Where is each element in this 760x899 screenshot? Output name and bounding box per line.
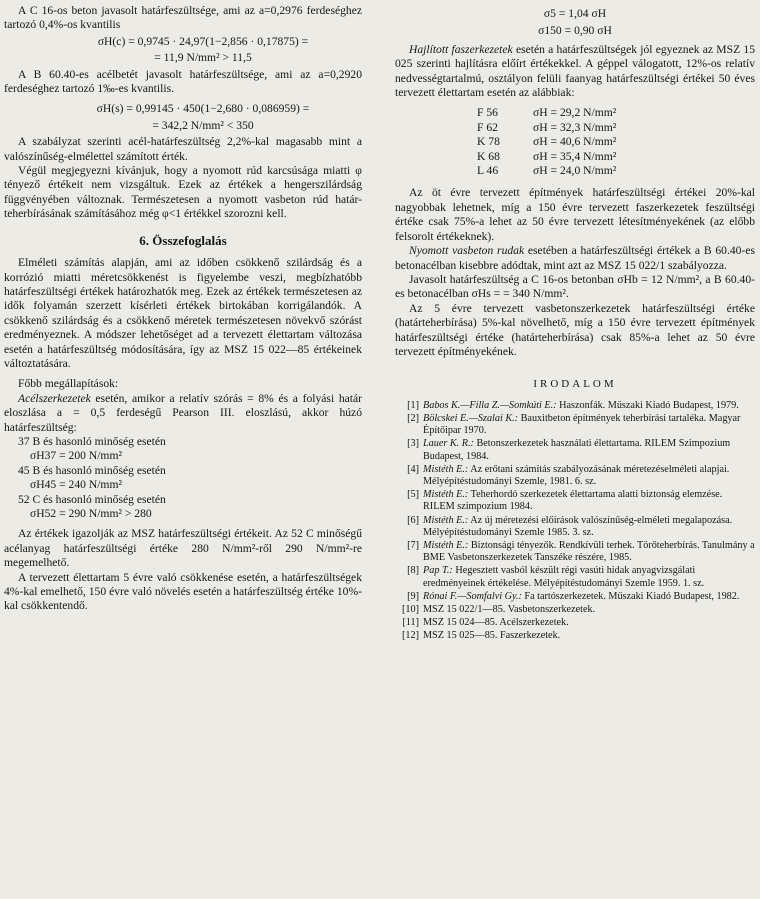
list-value: σH45 = 240 N/mm² <box>30 478 122 492</box>
table-row <box>477 106 755 120</box>
reference-item <box>395 515 755 539</box>
grade-cell: F 56 <box>477 106 498 120</box>
paragraph: Elméleti számítás alapján, ami az időben csökkenő szilárdság és a korrózió miatti méretcsökkenést is figyelembe veszi, megbízhatóbb határfeszültségi értékek határozhatók meg. Ezek az értékek természetesen az idők folyamán szerzett kísérleti értékek birtokában korrigálandók. A csökkenő szilárdság és a csökkenő méretek természetesen növekvő szórást eredményeznek. A módszer lehetőséget ad a tervezett élettartam változása esetén a határfeszültség módosítására, így az MSZ 15 022—85 értékeinek változtatására. <box>4 256 362 370</box>
references-list <box>395 400 755 643</box>
grade-cell: L 46 <box>477 164 499 178</box>
reference-title: Fa tartószerkezetek. Műszaki Kiadó Budapest, 1982. <box>521 590 740 602</box>
reference-text <box>423 489 755 513</box>
reference-item <box>395 489 755 513</box>
reference-text <box>423 604 755 616</box>
reference-author: Mistéth E.: <box>423 539 469 551</box>
reference-author: Rónai F.—Somfalvi Gy.: <box>423 590 522 602</box>
reference-item <box>395 591 755 603</box>
right-column <box>395 4 755 644</box>
reference-title: Biztonsági tényezők. Rendkívüli terhek. Törőteherbírás. Tanulmány a BME Vasbetonszerkezetek Tanszéke részére, 1985. <box>423 539 755 564</box>
reference-number: [5] <box>407 489 419 501</box>
list-value: σH52 = 290 N/mm² > 280 <box>30 507 152 520</box>
reference-item <box>395 540 755 564</box>
reference-number: [4] <box>407 463 419 475</box>
paragraph-text: esetén a határfeszültségek jól egyeznek az MSZ 15 025 szerinti hajlításra előírt értékekkel. A géppel válogatott, 12%-os relatív nedvességtartalmú, osztályon felüli faanyag határfeszültségi értékei 50 éves tervezett élettartam esetén az alábbiak: <box>395 42 755 100</box>
emphasis: Hajlított faszerkezetek <box>409 42 513 56</box>
paragraph: Végül megjegyezni kívánjuk, hogy a nyomott rúd karcsúsága miatti φ tényező értékeit nem vizsgáltuk. Ezek az értékek a hengerszilárdság függvényében változnak. Természetesen a nyomott vasbeton rúd határ-teherbírásának számításához még φ<1 értékkel szorozni kell. <box>4 164 362 221</box>
value-cell: σH = 29,2 N/mm² <box>533 106 617 120</box>
reference-number: [11] <box>402 617 419 629</box>
emphasis: Acélszerkezetek <box>18 391 91 405</box>
reference-author: Mistéth E.: <box>423 489 469 501</box>
grade-cell: F 62 <box>477 120 498 134</box>
reference-title: MSZ 15 022/1—85. Vasbetonszerkezetek. <box>423 604 596 615</box>
reference-number: [2] <box>407 412 419 424</box>
reference-author: Bölcskei E.—Szalai K.: <box>423 412 519 424</box>
references-heading: IRODALOM <box>533 378 617 391</box>
paragraph: A B 60.40-es acélbetét javasolt határfeszültsége, ami az a=0,2920 ferdeséghez tartozó 1‰-es kvantilis. <box>4 67 362 96</box>
paragraph: Javasolt határfeszültség a C 16-os betonban σHb = 12 N/mm², a B 60.40-es betonacélban σHs = = 340 N/mm². <box>395 272 755 301</box>
reference-text <box>423 565 755 589</box>
grade-table <box>477 106 755 178</box>
reference-number: [3] <box>407 438 419 450</box>
grade-cell: K 68 <box>477 149 500 163</box>
reference-author: Mistéth E.: <box>423 514 469 526</box>
table-row <box>477 150 755 164</box>
reference-item <box>395 400 755 412</box>
paragraph: Az 5 évre tervezett vasbetonszerkezetek határfeszültségi értéke (határteherbírása) 5%-kal növelhető, míg a 150 évre tervezett építmények határfeszültségi értéke (határteherbírása) csak 85%-a lehet az 50 évre tervezett építményekének. <box>395 301 755 358</box>
reference-text <box>423 438 755 462</box>
left-column <box>4 4 362 614</box>
reference-text <box>423 515 755 539</box>
section-heading: 6. Összefoglalás <box>139 232 227 248</box>
table-row <box>477 121 755 135</box>
equation: = 342,2 N/mm² < 350 <box>152 118 254 132</box>
list-item: 52 C és hasonló minőség esetén <box>18 492 166 506</box>
paragraph: Az értékek igazolják az MSZ határfeszültségi értékeit. Az 52 C minőségű acélanyag határfeszültségi értéke 280 N/mm²-ről 290 N/mm²-re megemelhető. <box>4 527 362 570</box>
reference-item <box>395 604 755 616</box>
equation: σ150 = 0,90 σH <box>538 24 612 38</box>
paragraph: A C 16-os beton javasolt határfeszültsége, ami az a=0,2976 ferdeséghez tartozó 0,4%-os kvantilis <box>4 4 362 32</box>
table-row <box>477 135 755 149</box>
reference-number: [1] <box>407 399 419 411</box>
grade-cell: K 78 <box>477 135 500 149</box>
value-cell: σH = 32,3 N/mm² <box>533 120 617 134</box>
reference-item <box>395 438 755 462</box>
reference-author: Lauer K. R.: <box>423 438 474 450</box>
paragraph: Főbb megállapítások: <box>18 377 119 391</box>
reference-number: [6] <box>407 514 419 526</box>
value-cell: σH = 35,4 N/mm² <box>533 149 617 163</box>
paragraph: Az öt évre tervezett építmények határfeszültségi értékei 20%-kal nagyobbak lehetnek, míg a 150 évre tervezett faszerkezetek feszültségi értéke csak 75%-a lehet az 50 évre tervezett létesítményekének (az előbb felsorolt értékeknek). <box>395 186 755 243</box>
reference-title: MSZ 15 024—85. Acélszerkezetek. <box>423 617 569 629</box>
reference-text <box>423 540 755 564</box>
equation: σ5 = 1,04 σH <box>543 7 607 20</box>
emphasis: Nyomott vasbeton rudak <box>409 244 525 258</box>
reference-text <box>423 630 755 642</box>
paragraph <box>395 43 755 101</box>
value-cell: σH = 40,6 N/mm² <box>533 135 617 149</box>
reference-text <box>423 617 755 629</box>
paragraph: A tervezett élettartam 5 évre való csökkenése esetén, a határfeszültségek 4%-kal emelhető, 150 évre való növelés esetén a határfeszültség értéke 10%-kal csökkentendő. <box>4 570 362 613</box>
list-value: σH37 = 200 N/mm² <box>30 449 122 463</box>
reference-number: [7] <box>407 539 419 551</box>
value-cell: σH = 24,0 N/mm² <box>533 164 617 178</box>
reference-title: MSZ 15 025—85. Faszerkezetek. <box>423 630 561 642</box>
equation: = 11,9 N/mm² > 11,5 <box>154 51 252 65</box>
equation: σH(c) = 0,9745 · 24,97(1−2,856 · 0,17875) = <box>97 34 309 48</box>
reference-title: Teherhordó szerkezetek élettartama alatti biztonság elemzése. RILEM szimpozium 1984. <box>423 489 723 513</box>
reference-text <box>423 400 755 412</box>
paragraph <box>4 392 362 435</box>
reference-title: Haszonfák. Műszaki Kiadó Budapest, 1979. <box>556 399 739 411</box>
reference-title: Az új méretezési előírások valószínűség-elméleti megalapozása. Mélyépítéstudományi Szemle 1985. 3. sz. <box>423 514 733 538</box>
reference-item <box>395 617 755 629</box>
reference-title: Bauxitbeton építmények teherbírási tartaléka. Magyar Építőipar 1970. <box>423 412 741 437</box>
reference-text <box>423 413 755 437</box>
reference-item <box>395 630 755 642</box>
reference-title: Betonszerkezetek használati élettartama. RILEM Szimpozium Budapest, 1984. <box>423 438 731 462</box>
reference-title: Az erőtani számítás szabályozásának méretezéselméleti alapjai. Mélyépítéstudományi Szemle, 1981. 6. sz. <box>423 463 730 487</box>
paragraph-text: esetén, amikor a relatív szórás = 8% és a folyási határ eloszlása a = 0,5 ferdeségű Pearson III. eloszlású, akkor húzó határfeszültség: <box>4 391 362 434</box>
reference-item <box>395 464 755 488</box>
paragraph: A szabályzat szerinti acél-határfeszültség 2,2%-kal magasabb mint a valószínűség-elmélettel számított érték. <box>4 135 362 163</box>
reference-item <box>395 565 755 589</box>
reference-number: [12] <box>402 630 419 642</box>
reference-item <box>395 413 755 437</box>
reference-number: [10] <box>402 604 419 615</box>
list-item: 37 B és hasonló minőség esetén <box>18 434 166 448</box>
reference-number: [8] <box>407 565 419 577</box>
reference-author: Babos K.—Filla Z.—Somkúti E.: <box>423 399 557 411</box>
reference-number: [9] <box>407 590 419 602</box>
paragraph <box>395 244 755 273</box>
paragraph-text: esetében a határfeszültségi értékek a B 60.40-es betonacélban kisebbre adódtak, mint azt az MSZ 15 022/1 szabályozza. <box>395 244 755 272</box>
reference-author: Mistéth E.: <box>423 463 469 475</box>
list-item: 45 B és hasonló minőség esetén <box>18 463 166 477</box>
reference-title: Hegesztett vasból készült régi vasúti hidak anyagvizsgálati eredményeinek értékelése. Mélyépítéstudományi Szemle 1959. 1. sz. <box>423 565 705 589</box>
equation: σH(s) = 0,99145 · 450(1−2,680 · 0,086959) = <box>96 102 310 116</box>
reference-author: Pap T.: <box>423 565 453 577</box>
table-row <box>477 164 755 178</box>
reference-text <box>423 591 755 603</box>
reference-text <box>423 464 755 488</box>
